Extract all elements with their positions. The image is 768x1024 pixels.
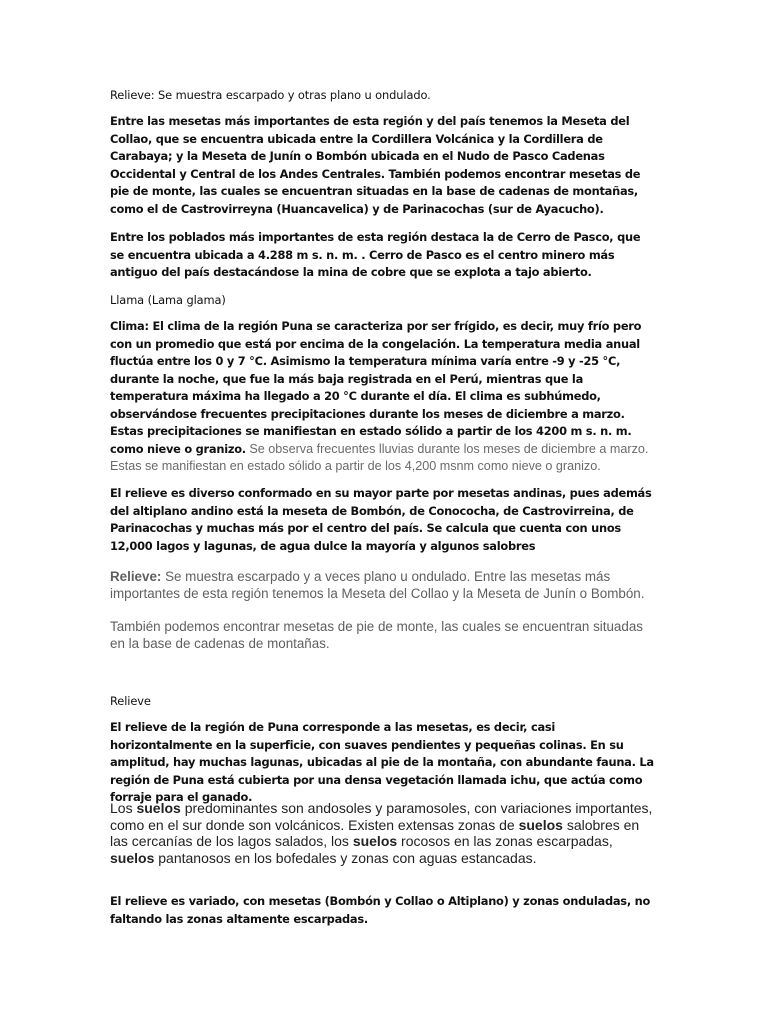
- relieve-gray-text: Se muestra escarpado y a veces plano u ondulado. Entre las mesetas más importantes de esta región tenemos la Meseta del Collao y la Meseta de Junín o Bombón.: [110, 569, 645, 601]
- paragraph-relieve-variado: El relieve es variado, con mesetas (Bombón y Collao o Altiplano) y zonas onduladas, no faltando las zonas altamente escarpadas.: [110, 894, 651, 926]
- suelos-bold-1: suelos: [136, 800, 181, 816]
- suelos-text-3: salobres en las cercanías de los lagos salados, los: [110, 816, 640, 849]
- suelos-bold-2: suelos: [518, 816, 563, 833]
- paragraph-relieve-diverso: El relieve es diverso conformado en su mayor parte por mesetas andinas, pues además del altiplano andino está la meseta de Bombón, de Conococha, de Castrovirreina, de Parinacochas y muchas más por el centro del país. Se calcula que cuenta con unos 12,000 lagos y lagunas, de agua dulce la mayoría y algunos salobres: [110, 486, 652, 553]
- suelos-bold-3: suelos: [352, 833, 398, 849]
- paragraph-relieve-gray: [110, 568, 658, 602]
- paragraph-suelos: [110, 800, 658, 866]
- paragraph-relieve-puna: El relieve de la región de Puna corresponde a las mesetas, es decir, casi horizontalmente en la superficie, con suaves pendientes y pequeñas colinas. En su amplitud, hay muchas lagunas, ubicadas al pie de la montaña, con abundante fauna. La región de Puna está cubierta por una densa vegetación llamada ichu, que actúa como forraje para el ganado.: [110, 720, 654, 804]
- heading-relieve: Relieve: [110, 694, 151, 708]
- paragraph-poblados: Entre los poblados más importantes de esta región destaca la de Cerro de Pasco, que se encuentra ubicada a 4.288 m s. n. m. . Cerro de Pasco es el centro minero más antiguo del país destacándose la mina de cobre que se explota a tajo abierto.: [110, 230, 641, 279]
- suelos-text-4: rocosos en las zonas escarpadas,: [397, 833, 613, 849]
- paragraph-pie-de-monte: También podemos encontrar mesetas de pie de monte, las cuales se encuentran situadas en la base de cadenas de montañas.: [110, 619, 643, 651]
- paragraph-llama-caption: Llama (Lama glama): [110, 293, 226, 307]
- suelos-text-1: Los: [110, 800, 137, 816]
- clima-bold-text: Clima: El clima de la región Puna se caracteriza por ser frígido, es decir, muy frío pero con un promedio que está por encima de la congelación. La temperatura media anual fluctúa entre los 0 y 7 °C. Asimismo la temperatura mínima varía entre -9 y -25 °C, durante la noche, que fue la más baja registrada en el Perú, mientras que la temperatura máxima ha llegado a 20 °C durante el día. El clima es subhúmedo, observándose frecuentes precipitaciones durante los meses de diciembre a marzo. Estas precipitaciones se manifiestan en estado sólido a partir de los 4200 m s. n. m. como nieve o granizo.: [110, 319, 642, 456]
- paragraph-mesetas: Entre las mesetas más importantes de esta región y del país tenemos la Meseta del Collao, que se encuentra ubicada entre la Cordillera Volcánica y la Cordillera de Carabaya; y la Meseta de Junín o Bombón ubicada en el Nudo de Pasco Cadenas Occidental y Central de los Andes Centrales. También podemos encontrar mesetas de pie de monte, las cuales se encuentran situadas en la base de cadenas de montañas, como el de Castrovirreyna (Huancavelica) y de Parinacochas (sur de Ayacucho).: [110, 114, 641, 216]
- suelos-bold-4: suelos: [110, 849, 155, 866]
- suelos-text-5: pantanosos en los bofedales y zonas con aguas estancadas.: [154, 849, 537, 866]
- paragraph-clima: [110, 318, 658, 476]
- clima-gray-text: Se observa frecuentes lluvias durante los meses de diciembre a marzo. Estas se manifiestan en estado sólido a partir de los 4,200 msnm como nieve o granizo.: [110, 441, 649, 473]
- relieve-label: Relieve:: [110, 569, 162, 584]
- suelos-text-2: predominantes son andosoles y paramosoles, con variaciones importantes, como en el sur donde son volcánicos. Existen extensas zonas de: [110, 800, 653, 833]
- paragraph-relieve-intro: Relieve: Se muestra escarpado y otras plano u ondulado.: [110, 88, 431, 102]
